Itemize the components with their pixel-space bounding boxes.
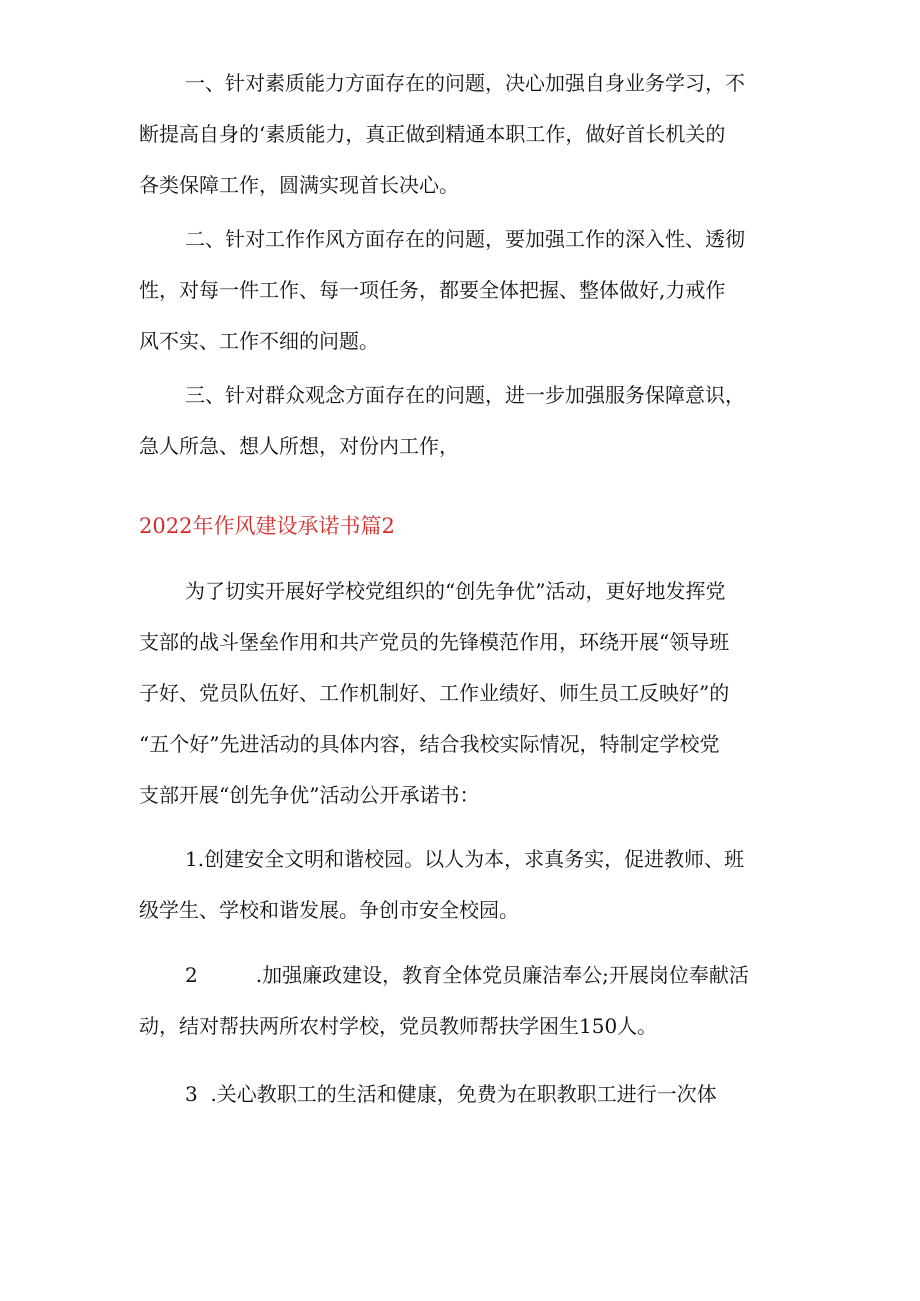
text-line (139, 950, 791, 1001)
text-line: 二、针对工作作风方面存在的问题，要加强工作的深入性、透彻 (185, 227, 745, 251)
text-line: 支部开展“创先争优”活动公开承诺书： (139, 783, 480, 807)
text-line: 3 .关心教职工的生活和健康，免费为在职教职工进行一次体 (185, 1082, 717, 1106)
text-line: 性，对每一件工作、每一项任务，都要全体把握、整体做好,力戒作 (139, 278, 726, 302)
item-number: 2 (185, 963, 198, 987)
text-line: 风不实、工作不细的问题。 (139, 329, 379, 353)
section-heading: 2022年作风建设承诺书篇2 (139, 514, 395, 538)
text-line: 动，结对帮扶两所农村学校，党员教师帮扶学困生150人。 (139, 1014, 658, 1038)
list-item-clean-government (139, 950, 791, 1052)
paragraph-mass-concept (139, 370, 791, 472)
text-line: 三、针对群众观念方面存在的问题，进一步加强服务保障意识， (185, 383, 745, 407)
paragraph-quality-ability (139, 58, 791, 211)
text-line: 急人所急、想人所想，对份内工作， (139, 434, 459, 458)
text-line: “五个好”先进活动的具体内容，结合我校实际情况，特制定学校党 (139, 732, 720, 756)
item-text: .加强廉政建设，教育全体党员廉洁奉公;开展岗位奉献活 (255, 963, 749, 987)
text-line: 一、针对素质能力方面存在的问题，决心加强自身业务学习，不 (185, 71, 745, 95)
text-line: 子好、党员队伍好、工作机制好、工作业绩好、师生员工反映好”的 (139, 681, 730, 705)
text-line: 级学生、学校和谐发展。争创市安全校园。 (139, 898, 519, 922)
paragraph-intro (139, 566, 791, 821)
text-line: 支部的战斗堡垒作用和共产党员的先锋模范作用，环绕开展“领导班 (139, 630, 730, 654)
paragraph-work-style (139, 214, 791, 367)
text-line: 为了切实开展好学校党组织的“创先争优”活动，更好地发挥党 (185, 579, 726, 603)
text-line: 各类保障工作，圆满实现首长决心。 (139, 173, 459, 197)
list-item-safety-campus (139, 834, 791, 936)
text-line: 断提高自身的‘素质能力，真正做到精通本职工作，做好首长机关的 (139, 122, 726, 146)
text-line: 1.创建安全文明和谐校园。以人为本，求真务实，促进教师、班 (185, 847, 745, 871)
list-item-staff-care (139, 1069, 791, 1120)
